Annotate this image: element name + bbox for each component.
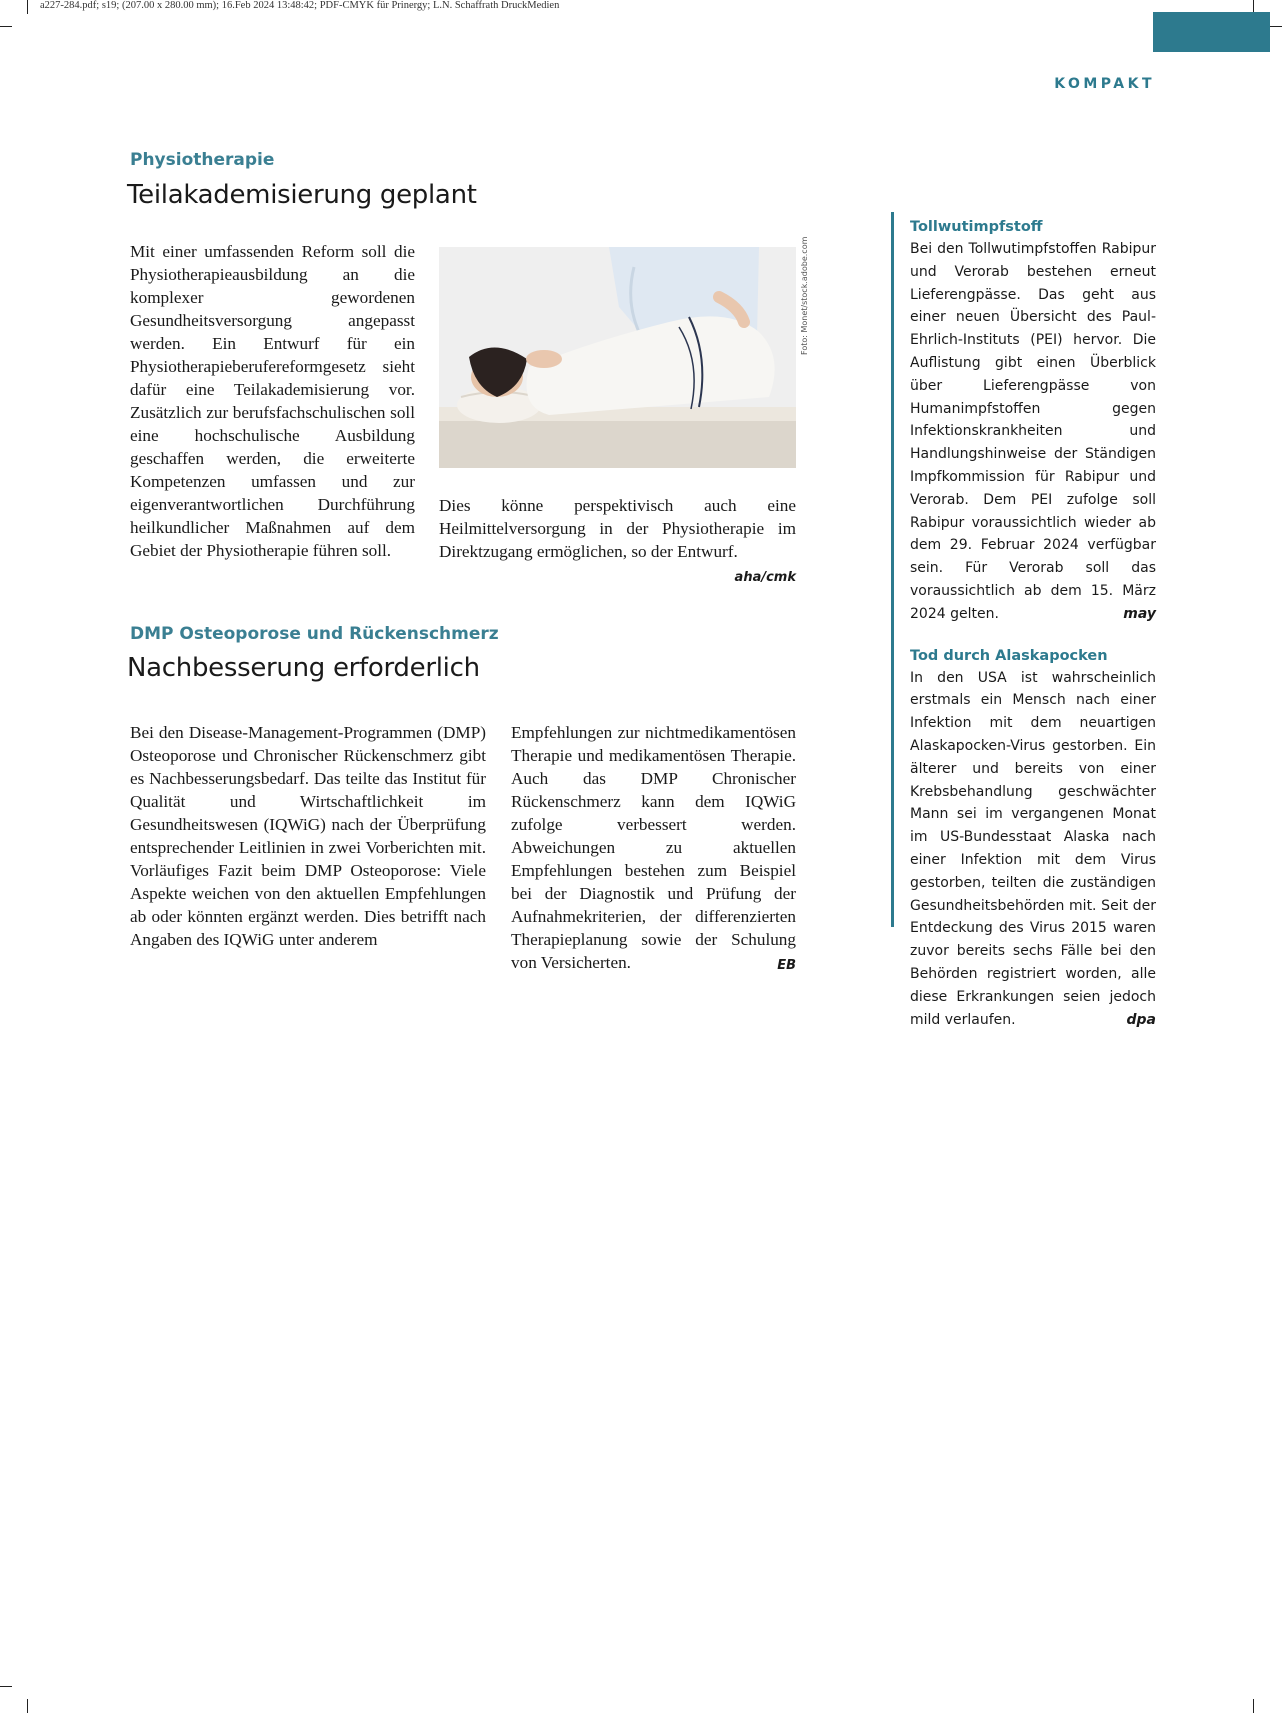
sidebar-item-1-text: Bei den Tollwutimpfstoffen Rabipur und Verorab bestehen erneut Lieferengpässe. Das geht aus einer neuen Übersicht des Paul-Ehrlich-Instituts (PEI) hervor. Die Auflistung gibt einen Überblick über Lieferengpässe von Humanimpfstoffen gegen Infektionskrankheiten und Handlungshinweise der Ständigen Impfkommission für Rabipur und Verorab. Dem PEI zufolge soll Rabipur voraussichtlich wieder ab dem 29. Februar 2024 verfügbar sein. Für Verorab soll das voraussichtlich ab dem 15. März 2024 gelten. (910, 241, 1156, 622)
sidebar-item-2-kicker: Tod durch Alaskapocken (910, 647, 1108, 664)
crop-mark (1253, 1699, 1254, 1713)
article1-signature: aha/cmk (734, 570, 796, 585)
photo-credit: Foto: Monet/stock.adobe.com (800, 236, 809, 355)
article1-column-1 (130, 240, 415, 562)
article1-col2-text: Dies könne perspektivisch auch eine Heilmittelversorgung in der Physiotherapie im Direktzugang ermöglichen, so der Entwurf. (439, 496, 796, 561)
article1-column-2 (439, 494, 796, 589)
sidebar-item-1-kicker: Tollwutimpfstoff (910, 219, 1043, 235)
article2-signature: EB (777, 958, 796, 973)
crop-mark (0, 26, 12, 27)
article2-kicker: DMP Osteoporose und Rückenschmerz (130, 624, 499, 644)
crop-mark (1270, 26, 1282, 27)
crop-mark (0, 1686, 12, 1687)
crop-mark (27, 0, 28, 14)
article2-headline: Nachbesserung erforderlich (127, 653, 480, 683)
print-info-line: a227-284.pdf; s19; (207.00 x 280.00 mm); 16.Feb 2024 13:48:42; PDF-CMYK für Prinergy; L.N. Schaffrath DruckMedien (40, 0, 560, 11)
article2-column-1 (130, 721, 486, 951)
sidebar-item-1-signature: may (1123, 605, 1156, 622)
sidebar-item-2-body (910, 667, 1156, 1032)
article1-col1-text: Mit einer umfassenden Reform soll die Physiotherapieausbildung an die komplexer gewordenen Gesundheitsversorgung angepasst werden. Ein Entwurf für ein Physiotherapieberufereformgesetz sieht dafür eine Teilakademisierung vor. Zusätzlich zur berufsfachschulischen soll eine hochschulische Ausbildung geschaffen werden, die erweiterte Kompetenzen umfassen und zur eigenverantwortlichen Durchführung heilkundlicher Maßnahmen auf dem Gebiet der Physiotherapie führen soll. (130, 242, 415, 560)
article2-col1-text: Bei den Disease-Management-Programmen (DMP) Osteoporose und Chronischer Rückenschmerz gibt es Nachbesserungsbedarf. Das teilte das Institut für Qualität und Wirtschaftlichkeit im Gesundheitswesen (IQWiG) nach der Überprüfung entsprechender Leitlinien in zwei Vorberichten mit. Vorläufiges Fazit beim DMP Osteoporose: Viele Aspekte weichen von den aktuellen Empfehlungen ab oder könnten ergänzt werden. Dies betrifft nach Angaben des IQWiG unter anderem (130, 723, 486, 949)
crop-mark (27, 1699, 28, 1713)
article1-kicker: Physiotherapie (130, 150, 275, 170)
sidebar-item-2-signature: dpa (1126, 1011, 1156, 1028)
physiotherapy-photo (439, 247, 796, 468)
news-sidebar (891, 212, 1156, 1028)
article2-column-2 (511, 721, 796, 977)
section-tag: KOMPAKT (1054, 76, 1155, 92)
physiotherapy-photo-illustration (439, 247, 796, 468)
article1-headline: Teilakademisierung geplant (127, 180, 477, 210)
article2-col2-text: Empfehlungen zur nichtmedikamentösen Therapie und medikamentösen Therapie. Auch das DMP Chronischer Rückenschmerz kann dem IQWiG zufolge verbessert werden. Abweichungen zu aktuellen Empfehlungen bestehen zum Beispiel bei der Diagnostik und Prüfung der Aufnahmekriterien, der differenzierten Therapieplanung sowie der Schulung von Versicherten. (511, 723, 796, 972)
section-color-tab (1153, 12, 1270, 52)
sidebar-item-1-body (910, 238, 1156, 626)
sidebar-item-2-text: In den USA ist wahrscheinlich erstmals ein Mensch nach einer Infektion mit dem neuartigen Alaskapocken-Virus gestorben. Ein älterer und bereits von einer Krebsbehandlung geschwächter Mann sei im vergangenen Monat im US-Bundesstaat Alaska nach einer Infektion mit dem Virus gestorben, teilten die zuständigen Gesundheitsbehörden mit. Seit der Entdeckung des Virus 2015 waren zuvor bereits sechs Fälle bei den Behörden registriert worden, alle diese Erkrankungen seien jedoch mild verlaufen. (910, 669, 1156, 1028)
